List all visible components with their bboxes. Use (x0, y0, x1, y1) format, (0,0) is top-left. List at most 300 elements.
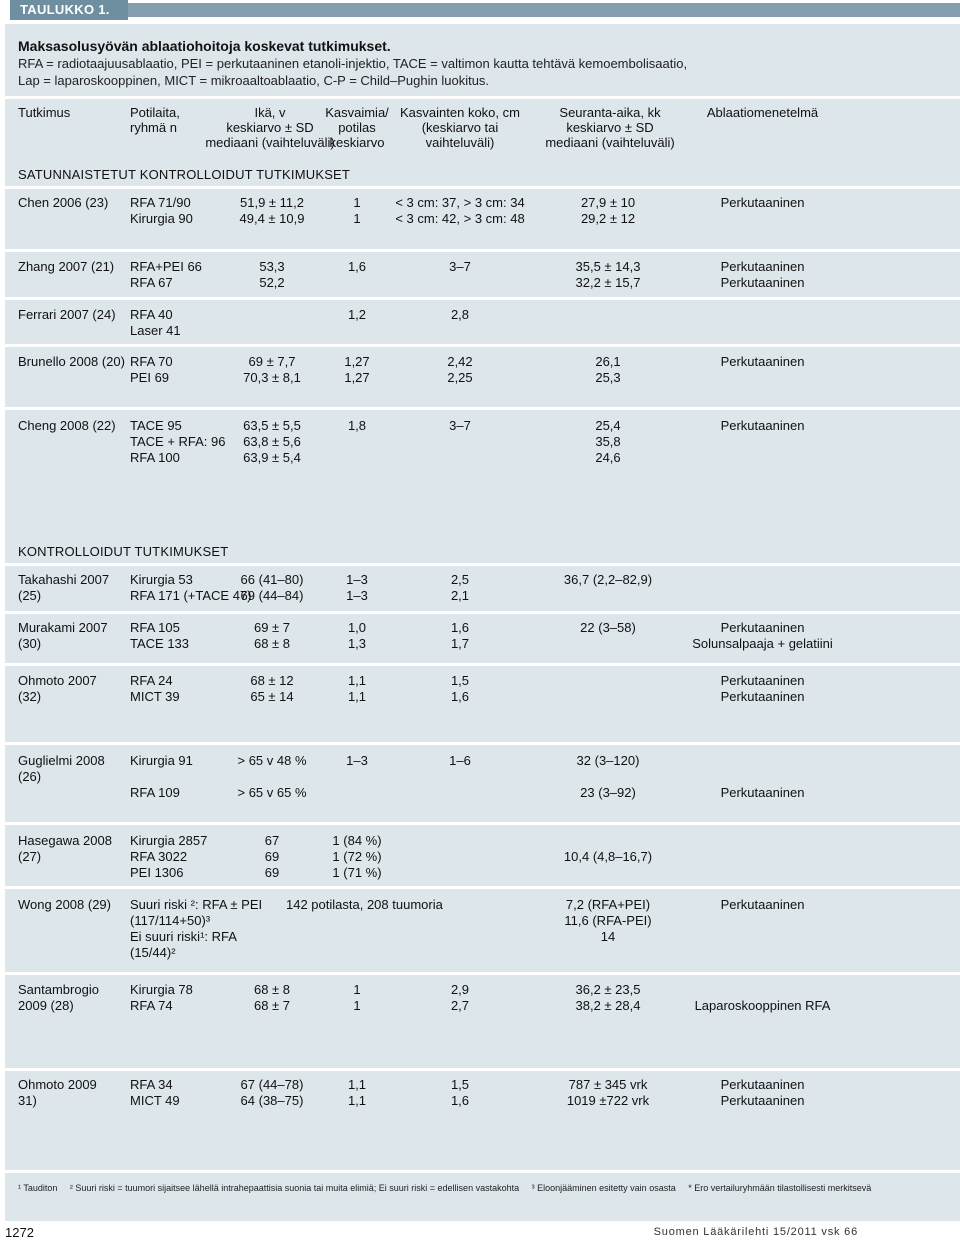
column-header-tumours: Kasvaimia/ potilas keskiarvo (325, 105, 389, 150)
cell-line: 67 (44–78) (240, 1077, 304, 1092)
cell-line: 2,25 (447, 370, 473, 385)
cell-line (548, 945, 668, 961)
cell-line: RFA 109 (130, 785, 180, 800)
cell-line: 24,6 (595, 450, 621, 465)
cell-followup (548, 833, 668, 881)
cell-line: Perkutaaninen (720, 1093, 805, 1108)
divider (5, 249, 960, 252)
cell-line: Solunsalpaaja + gelatiini (692, 636, 833, 651)
cell-age (232, 259, 312, 291)
cell-study (18, 753, 105, 801)
cell-line: 70,3 ± 8,1 (243, 370, 301, 385)
cell-line: Perkutaaninen (720, 1077, 805, 1092)
cell-line: (27) (18, 849, 42, 864)
cell-line: 52,2 (259, 275, 285, 290)
cell-line: RFA 74 (130, 998, 173, 1013)
cell-line (390, 833, 530, 849)
cell-line: 1 (353, 982, 361, 997)
cell-tumours (322, 982, 392, 1014)
cell-line: 63,8 ± 5,6 (243, 434, 301, 449)
cell-tumours (322, 753, 392, 801)
cell-line: (32) (18, 689, 42, 704)
footnote-2: ² Suuri riski = tuumori sijaitsee lähellä intrahepaattisia suonia tai muita elimiä; Ei suuri riski = edellisen vastakohta (69, 1183, 520, 1193)
cell-size (390, 259, 530, 291)
cell-line: Perkutaaninen (720, 673, 805, 688)
cell-line (680, 572, 845, 588)
journal-footer: Suomen Lääkärilehti 15/2011 vsk 66 (653, 1226, 858, 1238)
cell-line: (30) (18, 636, 42, 651)
cell-span-patients: 142 potilasta, 208 tuumoria (286, 897, 443, 912)
cell-line: 2,5 (450, 572, 470, 587)
cell-age (232, 1077, 312, 1109)
divider (5, 344, 960, 347)
cell-line (680, 323, 845, 339)
cell-line: 53,3 (259, 259, 285, 274)
cell-size (390, 753, 530, 801)
cell-patients (130, 307, 181, 339)
cell-line: 31) (18, 1093, 37, 1108)
divider (5, 297, 960, 300)
footnotes (18, 1183, 881, 1193)
cell-ablation (680, 307, 845, 339)
cell-line (322, 434, 392, 450)
cell-line: RFA 67 (130, 275, 173, 290)
divider (5, 663, 960, 666)
cell-line (18, 945, 111, 961)
column-header-patients: Potilaita, ryhmä n (130, 105, 180, 135)
cell-line: (15/44)² (130, 945, 176, 960)
cell-line (548, 673, 668, 689)
cell-line (390, 865, 530, 881)
cell-line: 35,8 (595, 434, 621, 449)
cell-line: 11,6 (RFA-PEI) (564, 913, 652, 928)
cell-size (390, 833, 530, 881)
cell-line: 1–6 (449, 753, 471, 768)
cell-size (390, 1077, 530, 1109)
cell-line (322, 323, 392, 339)
cell-tumours (322, 259, 392, 291)
cell-line: Perkutaaninen (720, 418, 805, 433)
cell-line: PEI 1306 (130, 865, 184, 880)
cell-size (390, 195, 530, 227)
cell-line: Perkutaaninen (720, 689, 805, 704)
cell-line (18, 785, 105, 801)
divider (5, 972, 960, 975)
cell-followup (548, 673, 668, 705)
cell-line: 66 (41–80) (240, 572, 304, 587)
cell-followup (548, 259, 668, 291)
cell-line: Suuri riski ²: RFA ± PEI (130, 897, 263, 912)
cell-age (232, 753, 312, 801)
cell-age (232, 354, 312, 386)
cell-line: Perkutaaninen (720, 897, 805, 912)
cell-line: 1,6 (450, 1093, 470, 1108)
cell-line: 1,6 (450, 620, 470, 635)
cell-line (548, 323, 668, 339)
cell-line: Wong 2008 (29) (18, 897, 111, 912)
cell-ablation (680, 418, 845, 466)
divider (5, 1170, 960, 1173)
cell-line: RFA 3022 (130, 849, 188, 864)
cell-followup (548, 572, 668, 604)
cell-line (680, 982, 845, 998)
cell-line: 67 (264, 833, 280, 848)
cell-line: Kirurgia 90 (130, 211, 193, 226)
cell-line: 68 ± 8 (253, 636, 291, 651)
cell-ablation (680, 673, 845, 705)
cell-line (390, 769, 530, 785)
cell-line: RFA 171 (+TACE 47) (130, 588, 252, 603)
cell-patients (130, 753, 193, 801)
cell-line (680, 753, 845, 769)
cell-ablation (680, 354, 845, 386)
cell-line: < 3 cm: 37, > 3 cm: 34 (395, 195, 525, 210)
cell-line: 49,4 ± 10,9 (239, 211, 305, 226)
cell-patients (130, 833, 207, 881)
cell-line: Kirurgia 78 (130, 982, 193, 997)
column-header-ablation: Ablaatiomenetelmä (706, 105, 819, 120)
cell-line: Ei suuri riski¹: RFA (130, 929, 237, 944)
cell-age (232, 307, 312, 339)
cell-patients (130, 195, 193, 227)
cell-line: 1–3 (346, 588, 368, 603)
cell-line (390, 275, 530, 291)
cell-study (18, 673, 97, 705)
cell-line (390, 785, 530, 801)
cell-line: 1,3 (347, 636, 367, 651)
cell-ablation (680, 753, 845, 801)
column-header-size: Kasvainten koko, cm (keskiarvo tai vaihteluväli) (400, 105, 520, 150)
cell-line: Perkutaaninen (720, 195, 805, 210)
cell-line (680, 865, 845, 881)
cell-followup (548, 354, 668, 386)
cell-followup (548, 307, 668, 339)
cell-line: 38,2 ± 28,4 (575, 998, 641, 1013)
cell-line (322, 785, 392, 801)
cell-patients (130, 1077, 180, 1109)
cell-size (390, 673, 530, 705)
cell-line: Perkutaaninen (720, 275, 805, 290)
cell-line: MICT 39 (130, 689, 180, 704)
divider (5, 407, 960, 410)
cell-size (390, 418, 530, 466)
cell-line: 7,2 (RFA+PEI) (565, 897, 651, 912)
cell-line (680, 434, 845, 450)
cell-line (680, 211, 845, 227)
cell-size (390, 982, 530, 1014)
cell-age (232, 982, 312, 1014)
cell-line (322, 769, 392, 785)
cell-size (390, 307, 530, 339)
cell-ablation (680, 982, 845, 1014)
table-title: Maksasolusyövän ablaatiohoitoja koskevat tutkimukset. (18, 38, 391, 54)
cell-line: 2,42 (447, 354, 473, 369)
cell-ablation (680, 833, 845, 881)
column-header-age: Ikä, v keskiarvo ± SD mediaani (vaihteluväli) (205, 105, 335, 150)
cell-study (18, 572, 109, 604)
cell-line: Perkutaaninen (720, 354, 805, 369)
footnote-4: * Ero vertailuryhmään tilastollisesti merkitsevä (688, 1183, 872, 1193)
cell-tumours (322, 418, 392, 466)
cell-line: > 65 v 65 % (237, 785, 307, 800)
cell-line: RFA 100 (130, 450, 180, 465)
cell-line: Ohmoto 2009 (18, 1077, 97, 1092)
cell-line: 32,2 ± 15,7 (575, 275, 641, 290)
cell-line: 1,1 (347, 673, 367, 688)
cell-line (680, 945, 845, 961)
cell-line (548, 833, 668, 849)
cell-patients (130, 418, 226, 466)
cell-ablation (680, 572, 845, 604)
cell-line (680, 307, 845, 323)
cell-line: (26) (18, 769, 42, 784)
cell-line (322, 450, 392, 466)
cell-line: 36,2 ± 23,5 (575, 982, 641, 997)
cell-tumours (322, 354, 392, 386)
cell-size (390, 572, 530, 604)
cell-study (18, 307, 116, 323)
divider (5, 822, 960, 825)
cell-line: Guglielmi 2008 (18, 753, 105, 768)
cell-line: PEI 69 (130, 370, 170, 385)
cell-tumours (322, 673, 392, 705)
cell-line: 1,6 (347, 259, 367, 274)
cell-followup (548, 897, 668, 961)
cell-line: MICT 49 (130, 1093, 180, 1108)
cell-followup (548, 620, 668, 652)
cell-line: Perkutaaninen (720, 785, 805, 800)
cell-line: 1–3 (346, 753, 368, 768)
cell-line: Takahashi 2007 (18, 572, 110, 587)
cell-study (18, 1077, 97, 1109)
divider (5, 186, 960, 189)
cell-line: Laser 41 (130, 323, 181, 338)
cell-tumours (322, 307, 392, 339)
cell-line: 1,1 (347, 1093, 367, 1108)
cell-line: 3–7 (449, 418, 471, 433)
cell-line: 68 ± 7 (253, 998, 291, 1013)
cell-followup (548, 982, 668, 1014)
cell-line (390, 434, 530, 450)
cell-tumours (322, 195, 392, 227)
cell-line: TACE 95 (130, 418, 182, 433)
cell-ablation (680, 259, 845, 291)
cell-study (18, 897, 111, 961)
cell-line: 787 ± 345 vrk (568, 1077, 648, 1092)
cell-line: 69 (264, 865, 280, 880)
cell-line: 65 ± 14 (250, 689, 294, 704)
cell-line: Perkutaaninen (720, 620, 805, 635)
abbreviations-line-1: RFA = radiotaajuusablaatio, PEI = perkutaaninen etanoli-injektio, TACE = valtimon kautta tehtävä kemoembolisaatio, (18, 56, 688, 71)
cell-tumours (322, 572, 392, 604)
cell-line: < 3 cm: 42, > 3 cm: 48 (395, 211, 525, 226)
cell-patients (130, 673, 180, 705)
column-header-study: Tutkimus (18, 105, 71, 120)
cell-line: Kirurgia 53 (130, 572, 193, 587)
cell-line: Zhang 2007 (21) (18, 259, 115, 274)
cell-line: 69 ± 7 (253, 620, 291, 635)
cell-line (548, 588, 668, 604)
divider (5, 96, 960, 99)
divider (5, 563, 960, 566)
cell-line (680, 370, 845, 386)
cell-line: Murakami 2007 (18, 620, 108, 635)
cell-tumours (322, 620, 392, 652)
header-stripe (128, 3, 960, 17)
cell-line: TACE 133 (130, 636, 190, 651)
cell-line: 26,1 (595, 354, 621, 369)
cell-line: RFA 40 (130, 307, 173, 322)
cell-line: > 65 v 48 % (237, 753, 307, 768)
cell-line: (25) (18, 588, 42, 603)
cell-age (232, 572, 312, 604)
cell-line: 1,5 (450, 1077, 470, 1092)
cell-line (390, 323, 530, 339)
cell-line: 69 ± 7,7 (248, 354, 296, 369)
cell-line (548, 307, 668, 323)
cell-age (232, 418, 312, 466)
cell-study (18, 195, 108, 211)
divider (5, 742, 960, 745)
column-header-followup: Seuranta-aika, kk keskiarvo ± SD mediaani (vaihteluväli) (545, 105, 675, 150)
cell-study (18, 620, 108, 652)
cell-line: 1,1 (347, 1077, 367, 1092)
cell-line: 1,8 (347, 418, 367, 433)
cell-study (18, 418, 116, 434)
cell-line: 63,5 ± 5,5 (243, 418, 301, 433)
cell-ablation (680, 1077, 845, 1109)
cell-age (232, 195, 312, 227)
divider (5, 1068, 960, 1071)
cell-line: 22 (3–58) (580, 620, 636, 635)
cell-line: Brunello 2008 (20) (18, 354, 125, 369)
cell-line: 10,4 (4,8–16,7) (563, 849, 653, 864)
cell-line: 1,27 (344, 370, 370, 385)
cell-line (680, 588, 845, 604)
cell-line: RFA 34 (130, 1077, 173, 1092)
cell-patients (130, 982, 193, 1014)
cell-line: Chen 2006 (23) (18, 195, 109, 210)
cell-line: 1 (71 %) (332, 865, 382, 880)
cell-patients (130, 897, 262, 961)
cell-line: 1,27 (344, 354, 370, 369)
abbreviations-line-2: Lap = laparoskooppinen, MICT = mikroaaltoablaatio, C-P = Child–Pughin luokitus. (18, 73, 490, 88)
cell-line: 25,4 (595, 418, 621, 433)
cell-line: 1–3 (346, 572, 368, 587)
cell-line: Ohmoto 2007 (18, 673, 97, 688)
cell-line: 1,2 (347, 307, 367, 322)
cell-line: 23 (3–92) (580, 785, 636, 800)
cell-line: Laparoskooppinen RFA (694, 998, 831, 1013)
cell-study (18, 982, 99, 1014)
table-tab-label: TAULUKKO 1. (10, 0, 128, 20)
cell-line: RFA 71/90 (130, 195, 191, 210)
cell-study (18, 354, 125, 370)
cell-line: 25,3 (595, 370, 621, 385)
cell-line: RFA 70 (130, 354, 173, 369)
cell-line (232, 307, 312, 323)
cell-line: 1019 ±722 vrk (566, 1093, 650, 1108)
divider (5, 886, 960, 889)
cell-line: 51,9 ± 11,2 (240, 195, 304, 210)
cell-line: RFA 24 (130, 673, 173, 688)
cell-line: 1,0 (347, 620, 367, 635)
cell-line: Hasegawa 2008 (18, 833, 112, 848)
cell-line: RFA+PEI 66 (130, 259, 202, 274)
cell-line (680, 849, 845, 865)
page-number: 1272 (5, 1225, 34, 1240)
cell-line: 35,5 ± 14,3 (575, 259, 641, 274)
cell-line (680, 450, 845, 466)
cell-followup (548, 195, 668, 227)
cell-line (18, 865, 112, 881)
cell-followup (548, 418, 668, 466)
cell-line: 3–7 (449, 259, 471, 274)
cell-line: Santambrogio (18, 982, 99, 997)
cell-line: 36,7 (2,2–82,9) (563, 572, 653, 587)
cell-line: 1,1 (347, 689, 367, 704)
divider (5, 611, 960, 614)
cell-line: 1,6 (450, 689, 470, 704)
cell-ablation (680, 620, 845, 652)
cell-line: Kirurgia 2857 (130, 833, 208, 848)
cell-line: 14 (600, 929, 616, 944)
section-randomized: SATUNNAISTETUT KONTROLLOIDUT TUTKIMUKSET (18, 167, 351, 182)
cell-line (390, 849, 530, 865)
cell-line (18, 929, 111, 945)
cell-line: 2,9 (450, 982, 470, 997)
cell-line: 1 (84 %) (332, 833, 382, 848)
cell-followup (548, 753, 668, 801)
cell-line: 64 (38–75) (240, 1093, 304, 1108)
cell-line: 1 (353, 195, 361, 210)
cell-line (548, 636, 668, 652)
top-bar (0, 0, 960, 20)
cell-line: 27,9 ± 10 (580, 195, 636, 210)
cell-line: Perkutaaninen (720, 259, 805, 274)
cell-line: TACE + RFA: 96 (130, 434, 226, 449)
cell-line: 2,1 (450, 588, 470, 603)
cell-tumours (322, 1077, 392, 1109)
cell-line: 1 (353, 211, 361, 226)
section-controlled: KONTROLLOIDUT TUTKIMUKSET (18, 544, 229, 559)
cell-line: 69 (44–84) (240, 588, 304, 603)
cell-line: Kirurgia 91 (130, 753, 193, 768)
cell-line (680, 929, 845, 945)
cell-size (390, 620, 530, 652)
cell-line: 69 (264, 849, 280, 864)
cell-size (390, 354, 530, 386)
cell-age (232, 673, 312, 705)
cell-ablation (680, 195, 845, 227)
cell-line (18, 913, 111, 929)
cell-patients (130, 620, 189, 652)
cell-study (18, 259, 114, 275)
cell-line (548, 769, 668, 785)
cell-line (232, 323, 312, 339)
cell-ablation (680, 897, 845, 961)
cell-line: 1,5 (450, 673, 470, 688)
cell-line: 32 (3–120) (576, 753, 640, 768)
cell-line: 1 (72 %) (332, 849, 382, 864)
cell-line: 63,9 ± 5,4 (243, 450, 301, 465)
cell-line: 2009 (28) (18, 998, 74, 1013)
cell-followup (548, 1077, 668, 1109)
cell-line: 68 ± 8 (253, 982, 291, 997)
cell-line: 1,7 (450, 636, 470, 651)
cell-line (390, 450, 530, 466)
cell-line: 1 (353, 998, 361, 1013)
